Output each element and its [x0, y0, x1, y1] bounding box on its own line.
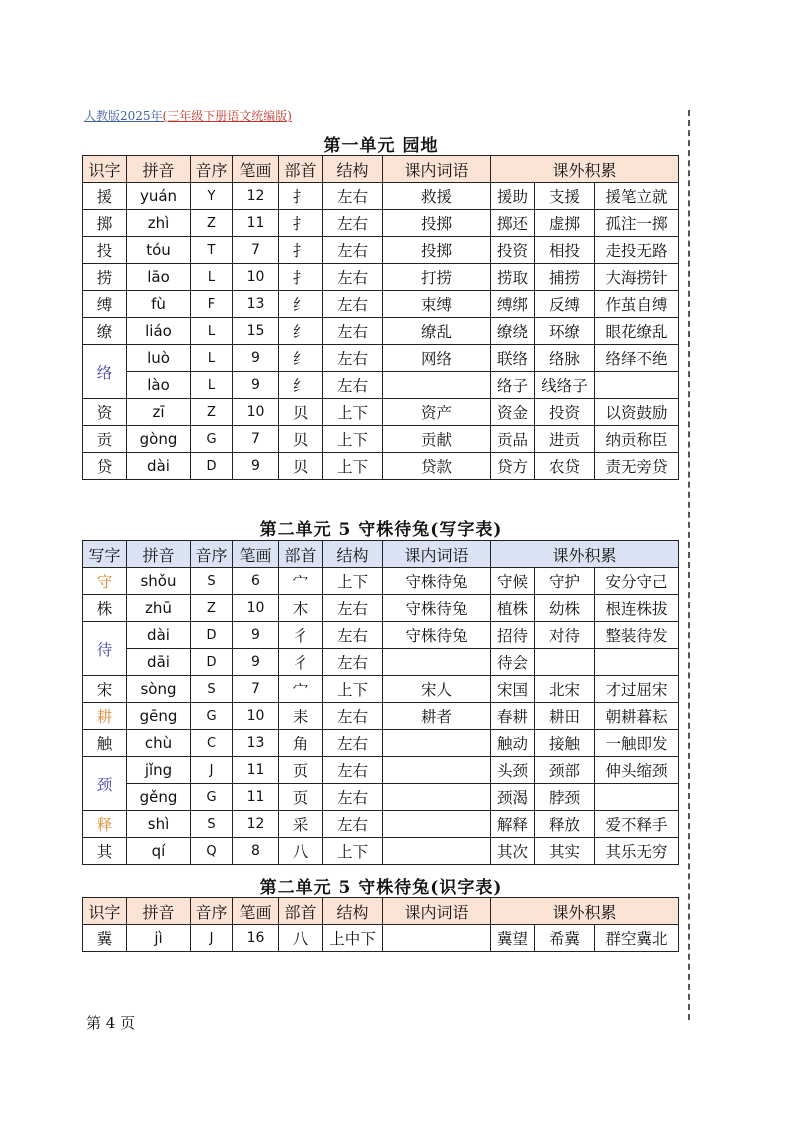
strokes-cell: 9	[233, 345, 279, 372]
ext-cell: 络绎不绝	[595, 345, 679, 372]
unit2-write-header-row	[83, 541, 679, 568]
char-cell: 掷	[83, 210, 127, 237]
radical-cell: 木	[279, 595, 323, 622]
ext-cell: 环缭	[535, 318, 595, 345]
radical-cell: 扌	[279, 264, 323, 291]
pinyin-cell: gēng	[127, 703, 191, 730]
table-row	[83, 237, 679, 264]
structure-cell: 左右	[323, 237, 383, 264]
char-cell: 守	[83, 568, 127, 595]
ext-cell: 援助	[491, 183, 535, 210]
char-cell: 颈	[83, 757, 127, 811]
pinyin-cell: dài	[127, 622, 191, 649]
seq-cell: L	[191, 318, 233, 345]
ext-cell: 贡品	[491, 426, 535, 453]
word-cell	[383, 838, 491, 865]
strokes-cell: 10	[233, 703, 279, 730]
table-row	[83, 291, 679, 318]
radical-cell: 扌	[279, 183, 323, 210]
strokes-cell: 7	[233, 237, 279, 264]
radical-cell: 彳	[279, 622, 323, 649]
page-number: 第 4 页	[86, 1014, 136, 1032]
grade-label: (三年级下册语文统编版)	[162, 109, 292, 123]
pinyin-cell: zhū	[127, 595, 191, 622]
word-cell: 资产	[383, 399, 491, 426]
ext-cell	[535, 649, 595, 676]
strokes-cell: 7	[233, 426, 279, 453]
ext-cell: 爱不释手	[595, 811, 679, 838]
col-header: 部首	[279, 898, 323, 925]
strokes-cell: 9	[233, 453, 279, 480]
char-cell: 贡	[83, 426, 127, 453]
structure-cell: 左右	[323, 291, 383, 318]
ext-cell: 反缚	[535, 291, 595, 318]
radical-cell: 页	[279, 757, 323, 784]
unit2-read-title: 第二单元 5 守株待兔(识字表)	[259, 878, 503, 898]
pinyin-cell: zhì	[127, 210, 191, 237]
ext-cell: 一触即发	[595, 730, 679, 757]
ext-cell: 眼花缭乱	[595, 318, 679, 345]
table-row	[83, 838, 679, 865]
table-row	[83, 568, 679, 595]
strokes-cell: 10	[233, 399, 279, 426]
word-cell	[383, 925, 491, 952]
char-cell: 宋	[83, 676, 127, 703]
table-row	[83, 622, 679, 649]
ext-cell: 捕捞	[535, 264, 595, 291]
structure-cell: 左右	[323, 210, 383, 237]
strokes-cell: 8	[233, 838, 279, 865]
ext-cell: 进贡	[535, 426, 595, 453]
ext-cell: 耕田	[535, 703, 595, 730]
structure-cell: 上中下	[323, 925, 383, 952]
char-cell: 投	[83, 237, 127, 264]
ext-cell: 走投无路	[595, 237, 679, 264]
ext-cell: 待会	[491, 649, 535, 676]
table-row	[83, 595, 679, 622]
structure-cell: 左右	[323, 703, 383, 730]
ext-cell: 相投	[535, 237, 595, 264]
strokes-cell: 10	[233, 264, 279, 291]
ext-cell: 线络子	[535, 372, 595, 399]
ext-cell: 头颈	[491, 757, 535, 784]
structure-cell: 上下	[323, 838, 383, 865]
ext-cell: 希冀	[535, 925, 595, 952]
seq-cell: G	[191, 784, 233, 811]
word-cell	[383, 784, 491, 811]
seq-cell: L	[191, 264, 233, 291]
char-cell: 援	[83, 183, 127, 210]
radical-cell: 纟	[279, 318, 323, 345]
pinyin-cell: chù	[127, 730, 191, 757]
word-cell: 宋人	[383, 676, 491, 703]
ext-cell: 群空冀北	[595, 925, 679, 952]
pinyin-cell: sòng	[127, 676, 191, 703]
col-header: 拼音	[127, 541, 191, 568]
table-row	[83, 345, 679, 372]
ext-cell: 以资鼓励	[595, 399, 679, 426]
strokes-cell: 16	[233, 925, 279, 952]
ext-cell: 朝耕暮耘	[595, 703, 679, 730]
seq-cell: Q	[191, 838, 233, 865]
ext-cell: 颈渴	[491, 784, 535, 811]
ext-cell: 联络	[491, 345, 535, 372]
structure-cell: 左右	[323, 649, 383, 676]
ext-cell: 捞取	[491, 264, 535, 291]
seq-cell: L	[191, 345, 233, 372]
col-header: 音序	[191, 541, 233, 568]
word-cell: 缭乱	[383, 318, 491, 345]
col-header: 部首	[279, 541, 323, 568]
ext-cell: 投资	[535, 399, 595, 426]
structure-cell: 左右	[323, 784, 383, 811]
table-row	[83, 784, 679, 811]
table-row	[83, 264, 679, 291]
ext-cell: 资金	[491, 399, 535, 426]
structure-cell: 左右	[323, 318, 383, 345]
structure-cell: 左右	[323, 757, 383, 784]
structure-cell: 上下	[323, 399, 383, 426]
pinyin-cell: zī	[127, 399, 191, 426]
col-header: 写字	[83, 541, 127, 568]
char-cell: 耕	[83, 703, 127, 730]
ext-cell: 缭绕	[491, 318, 535, 345]
pinyin-cell: qí	[127, 838, 191, 865]
unit2-read-table	[82, 897, 679, 952]
word-cell: 投掷	[383, 210, 491, 237]
char-cell: 触	[83, 730, 127, 757]
unit2-write-table	[82, 540, 679, 865]
strokes-cell: 10	[233, 595, 279, 622]
col-header: 笔画	[233, 541, 279, 568]
ext-cell: 安分守己	[595, 568, 679, 595]
ext-cell: 脖颈	[535, 784, 595, 811]
char-cell: 贷	[83, 453, 127, 480]
table-row	[83, 703, 679, 730]
pinyin-cell: shǒu	[127, 568, 191, 595]
structure-cell: 左右	[323, 372, 383, 399]
seq-cell: Z	[191, 399, 233, 426]
strokes-cell: 12	[233, 811, 279, 838]
seq-cell: Z	[191, 210, 233, 237]
ext-cell: 颈部	[535, 757, 595, 784]
char-cell: 资	[83, 399, 127, 426]
pinyin-cell: gěng	[127, 784, 191, 811]
table-row	[83, 757, 679, 784]
structure-cell: 左右	[323, 264, 383, 291]
seq-cell: Z	[191, 595, 233, 622]
char-cell: 缚	[83, 291, 127, 318]
seq-cell: F	[191, 291, 233, 318]
word-cell: 网络	[383, 345, 491, 372]
radical-cell: 宀	[279, 676, 323, 703]
ext-cell: 宋国	[491, 676, 535, 703]
ext-cell: 解释	[491, 811, 535, 838]
radical-cell: 贝	[279, 453, 323, 480]
radical-cell: 扌	[279, 237, 323, 264]
structure-cell: 上下	[323, 426, 383, 453]
ext-cell: 其次	[491, 838, 535, 865]
radical-cell: 纟	[279, 345, 323, 372]
table-row	[83, 426, 679, 453]
structure-cell: 左右	[323, 730, 383, 757]
strokes-cell: 9	[233, 622, 279, 649]
ext-cell: 纳贡称臣	[595, 426, 679, 453]
radical-cell: 贝	[279, 426, 323, 453]
table-row	[83, 399, 679, 426]
ext-cell: 其实	[535, 838, 595, 865]
ext-cell: 虚掷	[535, 210, 595, 237]
radical-cell: 贝	[279, 399, 323, 426]
table-row	[83, 649, 679, 676]
unit2-read-header-row	[83, 898, 679, 925]
char-cell: 捞	[83, 264, 127, 291]
word-cell: 束缚	[383, 291, 491, 318]
word-cell	[383, 730, 491, 757]
col-header: 课外积累	[491, 156, 679, 183]
pinyin-cell: liáo	[127, 318, 191, 345]
ext-cell: 守候	[491, 568, 535, 595]
word-cell: 贡献	[383, 426, 491, 453]
char-cell: 缭	[83, 318, 127, 345]
pinyin-cell: lào	[127, 372, 191, 399]
col-header: 音序	[191, 898, 233, 925]
strokes-cell: 11	[233, 210, 279, 237]
seq-cell: G	[191, 703, 233, 730]
pinyin-cell: shì	[127, 811, 191, 838]
col-header: 结构	[323, 541, 383, 568]
ext-cell: 作茧自缚	[595, 291, 679, 318]
ext-cell: 掷还	[491, 210, 535, 237]
char-cell: 其	[83, 838, 127, 865]
structure-cell: 上下	[323, 568, 383, 595]
ext-cell: 支援	[535, 183, 595, 210]
cut-line	[688, 110, 690, 1020]
strokes-cell: 9	[233, 372, 279, 399]
ext-cell: 招待	[491, 622, 535, 649]
radical-cell: 采	[279, 811, 323, 838]
pinyin-cell: lāo	[127, 264, 191, 291]
ext-cell	[595, 784, 679, 811]
seq-cell: D	[191, 649, 233, 676]
seq-cell: J	[191, 925, 233, 952]
radical-cell: 耒	[279, 703, 323, 730]
ext-cell: 伸头缩颈	[595, 757, 679, 784]
structure-cell: 左右	[323, 811, 383, 838]
ext-cell: 其乐无穷	[595, 838, 679, 865]
table-row	[83, 210, 679, 237]
structure-cell: 左右	[323, 622, 383, 649]
radical-cell: 彳	[279, 649, 323, 676]
seq-cell: J	[191, 757, 233, 784]
ext-cell: 守护	[535, 568, 595, 595]
ext-cell: 幼株	[535, 595, 595, 622]
pinyin-cell: tóu	[127, 237, 191, 264]
ext-cell: 投资	[491, 237, 535, 264]
pinyin-cell: dài	[127, 453, 191, 480]
pinyin-cell: luò	[127, 345, 191, 372]
table-row	[83, 372, 679, 399]
ext-cell: 对待	[535, 622, 595, 649]
radical-cell: 页	[279, 784, 323, 811]
pinyin-cell: jǐng	[127, 757, 191, 784]
unit2-write-title: 第二单元 5 守株待兔(写字表)	[259, 520, 503, 540]
seq-cell: C	[191, 730, 233, 757]
word-cell: 守株待兔	[383, 595, 491, 622]
strokes-cell: 13	[233, 730, 279, 757]
radical-cell: 八	[279, 925, 323, 952]
col-header: 音序	[191, 156, 233, 183]
char-cell: 释	[83, 811, 127, 838]
ext-cell: 络子	[491, 372, 535, 399]
pinyin-cell: fù	[127, 291, 191, 318]
col-header: 识字	[83, 156, 127, 183]
ext-cell: 络脉	[535, 345, 595, 372]
char-cell: 冀	[83, 925, 127, 952]
char-cell: 待	[83, 622, 127, 676]
ext-cell: 援笔立就	[595, 183, 679, 210]
word-cell: 耕者	[383, 703, 491, 730]
col-header: 课内词语	[383, 156, 491, 183]
radical-cell: 八	[279, 838, 323, 865]
word-cell	[383, 649, 491, 676]
ext-cell: 才过屈宋	[595, 676, 679, 703]
col-header: 拼音	[127, 898, 191, 925]
strokes-cell: 11	[233, 757, 279, 784]
ext-cell: 贷方	[491, 453, 535, 480]
ext-cell: 触动	[491, 730, 535, 757]
ext-cell: 释放	[535, 811, 595, 838]
col-header: 拼音	[127, 156, 191, 183]
table-row	[83, 730, 679, 757]
table-row	[83, 925, 679, 952]
pinyin-cell: yuán	[127, 183, 191, 210]
radical-cell: 扌	[279, 210, 323, 237]
word-cell: 贷款	[383, 453, 491, 480]
col-header: 笔画	[233, 156, 279, 183]
ext-cell: 责无旁贷	[595, 453, 679, 480]
strokes-cell: 11	[233, 784, 279, 811]
col-header: 笔画	[233, 898, 279, 925]
ext-cell: 缚绑	[491, 291, 535, 318]
ext-cell: 大海捞针	[595, 264, 679, 291]
word-cell	[383, 811, 491, 838]
strokes-cell: 7	[233, 676, 279, 703]
col-header: 结构	[323, 156, 383, 183]
seq-cell: Y	[191, 183, 233, 210]
ext-cell: 植株	[491, 595, 535, 622]
strokes-cell: 15	[233, 318, 279, 345]
seq-cell: G	[191, 426, 233, 453]
char-cell: 络	[83, 345, 127, 399]
seq-cell: D	[191, 622, 233, 649]
strokes-cell: 13	[233, 291, 279, 318]
col-header: 识字	[83, 898, 127, 925]
strokes-cell: 6	[233, 568, 279, 595]
seq-cell: T	[191, 237, 233, 264]
unit1-header-row	[83, 156, 679, 183]
ext-cell: 根连株拔	[595, 595, 679, 622]
seq-cell: S	[191, 676, 233, 703]
word-cell: 打捞	[383, 264, 491, 291]
table-row	[83, 183, 679, 210]
edition-label: 人教版2025年	[84, 109, 163, 123]
radical-cell: 纟	[279, 372, 323, 399]
word-cell	[383, 757, 491, 784]
col-header: 部首	[279, 156, 323, 183]
ext-cell: 孤注一掷	[595, 210, 679, 237]
ext-cell: 冀望	[491, 925, 535, 952]
seq-cell: S	[191, 811, 233, 838]
word-cell: 守株待兔	[383, 568, 491, 595]
unit1-title: 第一单元 园地	[323, 136, 439, 156]
col-header: 课外积累	[491, 898, 679, 925]
radical-cell: 宀	[279, 568, 323, 595]
structure-cell: 左右	[323, 595, 383, 622]
radical-cell: 角	[279, 730, 323, 757]
table-row	[83, 318, 679, 345]
word-cell	[383, 372, 491, 399]
pinyin-cell: gòng	[127, 426, 191, 453]
col-header: 课外积累	[491, 541, 679, 568]
strokes-cell: 12	[233, 183, 279, 210]
ext-cell	[595, 372, 679, 399]
char-cell: 株	[83, 595, 127, 622]
pinyin-cell: jì	[127, 925, 191, 952]
strokes-cell: 9	[233, 649, 279, 676]
pinyin-cell: dāi	[127, 649, 191, 676]
col-header: 课内词语	[383, 541, 491, 568]
word-cell: 守株待兔	[383, 622, 491, 649]
radical-cell: 纟	[279, 291, 323, 318]
ext-cell: 春耕	[491, 703, 535, 730]
unit1-table	[82, 155, 679, 480]
structure-cell: 上下	[323, 453, 383, 480]
seq-cell: L	[191, 372, 233, 399]
word-cell: 投掷	[383, 237, 491, 264]
ext-cell: 农贷	[535, 453, 595, 480]
word-cell: 救援	[383, 183, 491, 210]
col-header: 结构	[323, 898, 383, 925]
ext-cell: 接触	[535, 730, 595, 757]
seq-cell: D	[191, 453, 233, 480]
col-header: 课内词语	[383, 898, 491, 925]
ext-cell: 北宋	[535, 676, 595, 703]
table-row	[83, 811, 679, 838]
table-row	[83, 453, 679, 480]
structure-cell: 上下	[323, 676, 383, 703]
edition-note	[84, 107, 292, 124]
table-row	[83, 676, 679, 703]
structure-cell: 左右	[323, 345, 383, 372]
ext-cell	[595, 649, 679, 676]
seq-cell: S	[191, 568, 233, 595]
structure-cell: 左右	[323, 183, 383, 210]
ext-cell: 整装待发	[595, 622, 679, 649]
